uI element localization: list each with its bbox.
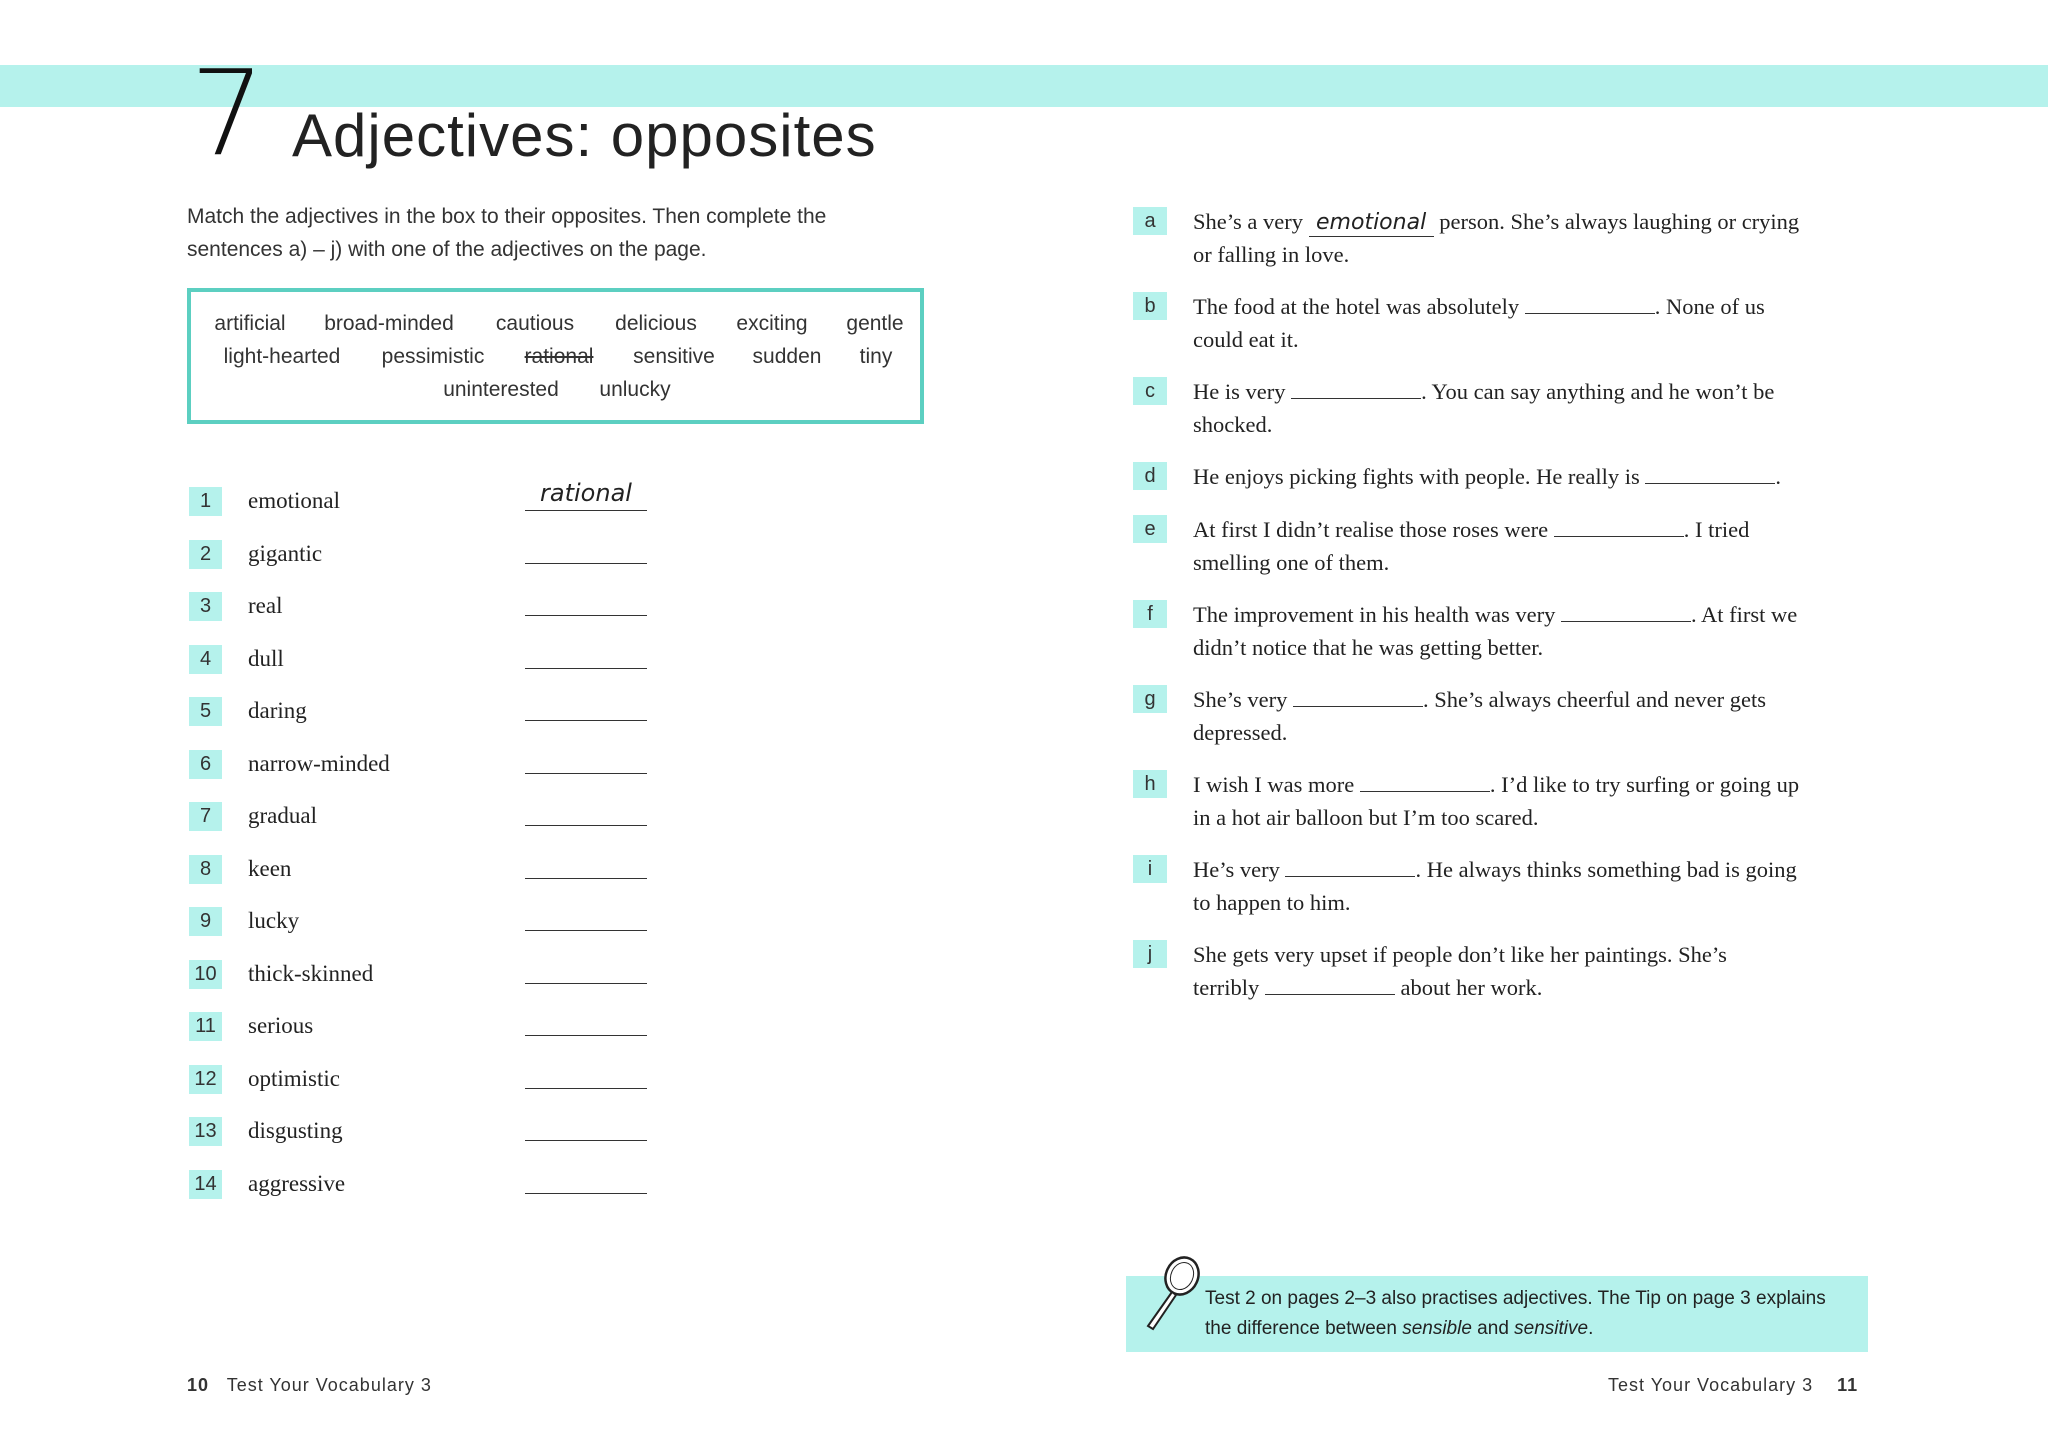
word-box-word: light-hearted: [223, 345, 341, 368]
word-box-word: artificial: [214, 312, 286, 335]
book-title-left: Test Your Vocabulary 3: [226, 1375, 432, 1395]
item-number-badge: 3: [189, 592, 222, 621]
sentence-text: didn’t notice that he was getting better.: [1193, 635, 1544, 660]
tip-text-part: the difference between: [1205, 1318, 1403, 1339]
instructions: [187, 200, 887, 266]
sentence-text: .: [1775, 464, 1782, 489]
sentence-text: or falling in love.: [1193, 242, 1350, 267]
answer-blank[interactable]: [1561, 601, 1691, 622]
sentence-text: She’s very: [1193, 687, 1288, 712]
answer-line[interactable]: [525, 510, 647, 511]
sentence-a: [1193, 205, 1873, 271]
word-box-row-3: [191, 378, 920, 408]
answer-line[interactable]: [525, 1140, 647, 1141]
word-box-word: gentle: [846, 312, 904, 335]
word-box-word: pessimistic: [381, 345, 485, 368]
sentence-letter-badge: g: [1133, 685, 1167, 713]
sentence-text: in a hot air balloon but I’m too scared.: [1193, 805, 1539, 830]
page-title: Adjectives: opposites: [292, 102, 877, 169]
sentence-text: smelling one of them.: [1193, 550, 1390, 575]
word-box-word: uninterested: [443, 378, 559, 401]
answer-line[interactable]: [525, 878, 647, 879]
word-box-word: delicious: [615, 312, 697, 335]
item-number-badge: 13: [189, 1117, 222, 1146]
item-word: thick-skinned: [248, 961, 374, 986]
sentence-letter-badge: i: [1133, 855, 1167, 883]
sentence-text: depressed.: [1193, 720, 1288, 745]
sentence-text: shocked.: [1193, 412, 1273, 437]
answer-line[interactable]: [525, 615, 647, 616]
book-title-right: Test Your Vocabulary 3: [1608, 1375, 1814, 1395]
item-number-badge: 12: [189, 1065, 222, 1094]
sentence-letter-badge: d: [1133, 462, 1167, 490]
item-word: aggressive: [248, 1171, 346, 1196]
word-box-row-2: [191, 345, 920, 375]
sentence-text: person. She’s always laughing or crying: [1439, 209, 1800, 234]
answer-line[interactable]: [525, 563, 647, 564]
item-number-badge: 10: [189, 960, 222, 989]
item-word: emotional: [248, 488, 340, 513]
item-answer: rational: [540, 479, 632, 507]
sentence-text: . She’s always cheerful and never gets: [1423, 687, 1767, 712]
sentence-letter-badge: j: [1133, 940, 1167, 968]
tip-text-part: .: [1588, 1318, 1594, 1339]
sentence-text: . None of us: [1654, 294, 1765, 319]
answer-blank[interactable]: [1645, 463, 1775, 484]
sentence-d: [1193, 460, 1873, 493]
item-number-badge: 6: [189, 750, 222, 779]
sentence-text: He is very: [1193, 379, 1286, 404]
sentence-text: The food at the hotel was absolutely: [1193, 294, 1520, 319]
page-number-right: 11: [1837, 1375, 1859, 1395]
sentence-letter-badge: c: [1133, 377, 1167, 405]
sentence-text: She’s a very: [1193, 209, 1303, 234]
answer-line[interactable]: [525, 720, 647, 721]
sentence-h: [1193, 768, 1873, 834]
footer-right: [1608, 1375, 1858, 1396]
word-box-word: sudden: [752, 345, 822, 368]
sentence-text: . I tried: [1683, 517, 1750, 542]
sentence-letter-badge: h: [1133, 770, 1167, 798]
sentence-text: about her work.: [1400, 975, 1543, 1000]
item-number-badge: 4: [189, 645, 222, 674]
word-box-word: broad-minded: [324, 312, 454, 335]
sentence-text: At first I didn’t realise those roses were: [1193, 517, 1549, 542]
answer-blank[interactable]: [1265, 974, 1395, 995]
item-number-badge: 9: [189, 907, 222, 936]
item-word: lucky: [248, 908, 300, 933]
sentence-g: [1193, 683, 1873, 749]
answer-line[interactable]: [525, 930, 647, 931]
magnifying-glass-icon: [1136, 1254, 1206, 1334]
sentence-text: . At first we: [1691, 602, 1798, 627]
answer-line[interactable]: [525, 825, 647, 826]
word-box-word: tiny: [859, 345, 893, 368]
sentence-text: The improvement in his health was very: [1193, 602, 1556, 627]
sentence-text: to happen to him.: [1193, 890, 1351, 915]
item-word: gradual: [248, 803, 317, 828]
sentence-letter-badge: f: [1133, 600, 1167, 628]
sentence-c: [1193, 375, 1873, 441]
item-word: dull: [248, 646, 284, 671]
word-box-word: unlucky: [599, 378, 671, 401]
sentence-letter-badge: e: [1133, 515, 1167, 543]
item-word: daring: [248, 698, 307, 723]
word-box: [187, 288, 924, 424]
answer-blank[interactable]: [1554, 516, 1684, 537]
item-word: keen: [248, 856, 292, 881]
sentence-text: terribly: [1193, 975, 1260, 1000]
page-number-left: 10: [187, 1375, 210, 1395]
sentence-text: . He always thinks something bad is going: [1415, 857, 1797, 882]
answer-line[interactable]: [525, 983, 647, 984]
item-number-badge: 5: [189, 697, 222, 726]
sentence-text: could eat it.: [1193, 327, 1299, 352]
sentence-j: [1193, 938, 1873, 1004]
tip-line-1: Test 2 on pages 2–3 also practises adjectives. The Tip on page 3 explains: [1205, 1288, 1826, 1309]
item-word: serious: [248, 1013, 314, 1038]
answer-line[interactable]: [525, 1193, 647, 1194]
sentence-b: [1193, 290, 1873, 356]
item-word: narrow-minded: [248, 751, 390, 776]
item-number-badge: 7: [189, 802, 222, 831]
item-word: optimistic: [248, 1066, 340, 1091]
item-word: gigantic: [248, 541, 323, 566]
sentence-text: . I’d like to try surfing or going up: [1489, 772, 1800, 797]
sentence-letter-badge: b: [1133, 292, 1167, 320]
sentence-text: He’s very: [1193, 857, 1280, 882]
sentence-text: I wish I was more: [1193, 772, 1355, 797]
sentence-text: He enjoys picking fights with people. He really is: [1193, 464, 1640, 489]
answer-line[interactable]: [525, 1035, 647, 1036]
sentence-text: She gets very upset if people don’t like her paintings. She’s: [1193, 942, 1727, 967]
word-box-row-1: [191, 312, 920, 342]
answer-line[interactable]: [525, 668, 647, 669]
tip-text: [1205, 1284, 1855, 1344]
item-number-badge: 8: [189, 855, 222, 884]
answer-blank-filled[interactable]: emotional: [1309, 210, 1434, 237]
word-box-word: exciting: [736, 312, 808, 335]
unit-number: 7: [190, 44, 266, 182]
answer-blank[interactable]: [1291, 378, 1421, 399]
tip-emphasis: sensitive: [1514, 1318, 1589, 1339]
instructions-line-1: Match the adjectives in the box to their opposites. Then complete the: [187, 205, 827, 228]
item-number-badge: 1: [189, 487, 222, 516]
sentence-i: [1193, 853, 1873, 919]
item-word: real: [248, 593, 283, 618]
tip-emphasis: sensible: [1402, 1318, 1472, 1339]
tip-line-2: [1205, 1314, 1855, 1344]
answer-line[interactable]: [525, 773, 647, 774]
item-number-badge: 14: [189, 1170, 222, 1199]
answer-blank[interactable]: [1285, 856, 1415, 877]
sentence-e: [1193, 513, 1873, 579]
answer-blank[interactable]: [1360, 771, 1490, 792]
answer-line[interactable]: [525, 1088, 647, 1089]
item-word: disgusting: [248, 1118, 343, 1143]
answer-blank[interactable]: [1525, 293, 1655, 314]
tip-text-part: and: [1471, 1318, 1515, 1339]
footer-left: [187, 1375, 432, 1396]
word-box-word: cautious: [495, 312, 575, 335]
item-number-badge: 11: [189, 1012, 222, 1041]
sentence-letter-badge: a: [1133, 207, 1167, 235]
instructions-line-2: sentences a) – j) with one of the adjectives on the page.: [187, 238, 707, 261]
answer-blank[interactable]: [1293, 686, 1423, 707]
item-number-badge: 2: [189, 540, 222, 569]
sentence-f: [1193, 598, 1873, 664]
word-box-word: sensitive: [633, 345, 715, 368]
word-box-word-crossed: rational: [524, 345, 594, 368]
sentence-text: . You can say anything and he won’t be: [1421, 379, 1775, 404]
